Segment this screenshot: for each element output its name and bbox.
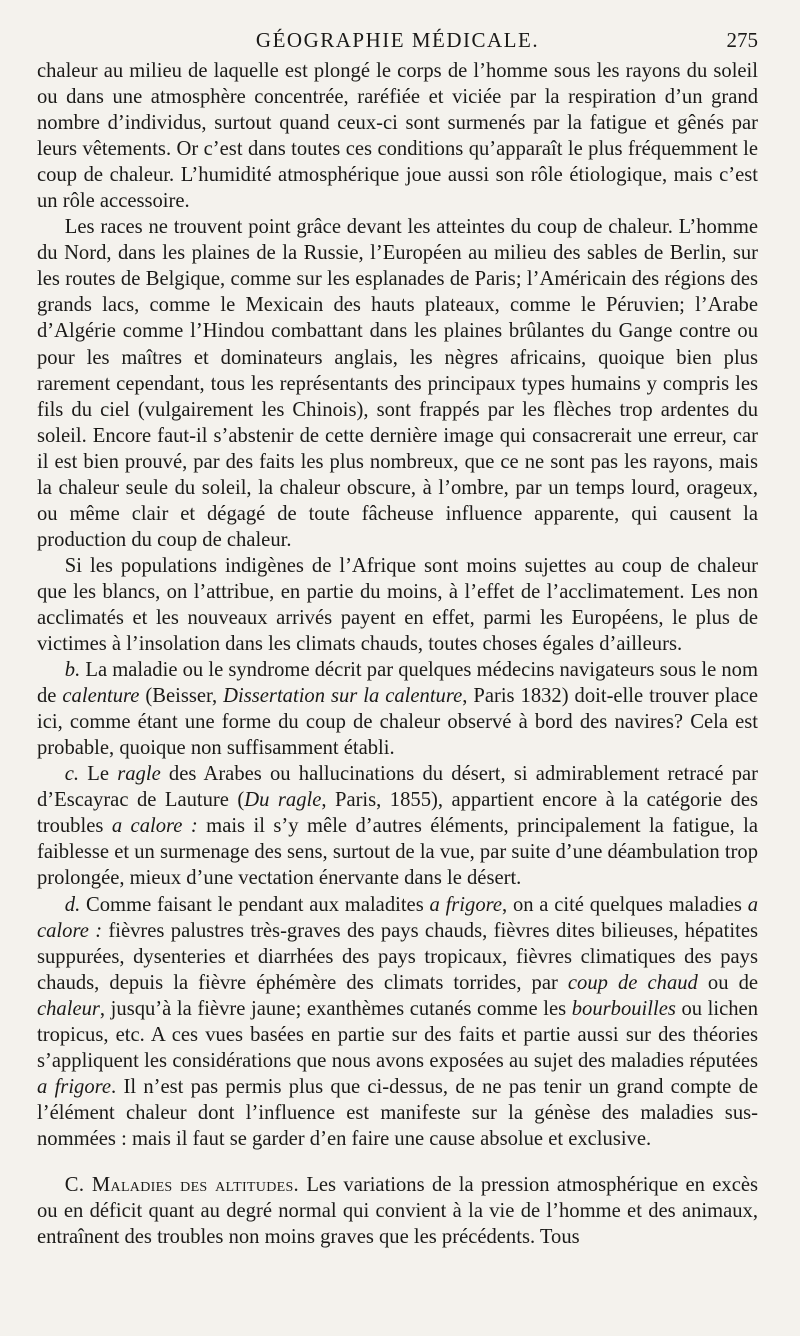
paragraph-c-ragle: c. Le ragle des Arabes ou hallucinations du désert, si admirablement retracé par d’Escayrac de Lauture (Du ragle, Paris, 1855), appartient encore à la catégorie des troubles a calore : mais il s’y mêle d’autres éléments, principalement la fatigue, la faiblesse et un surmenage des sens, surtout de la vue, par suite d’une déambulation trop prolongée, mieux d’une vectation énervante dans le désert.: [37, 763, 758, 890]
paragraph-acclimatement: Si les populations indigènes de l’Afrique sont moins sujettes au coup de chaleur que les blancs, on l’attribue, en partie du moins, à l’effet de l’acclimatement. Les non acclimatés et les nouveaux arrivés payent en effet, parmi les Européens, le plus de victimes à l’insolation dans les climats chauds, toutes choses égales d’ailleurs.: [37, 554, 758, 656]
paragraph-continuation: chaleur au milieu de laquelle est plongé le corps de l’homme sous les rayons du soleil ou dans une atmosphère concentrée, raréfiée et viciée par la respiration d’un grand nombre d’individus, surtout quand ceux-ci sont surmenés par la fatigue et gênés par leurs vêtements. Or c’est dans toutes ces conditions qu’apparaît le plus fréquemment le coup de chaleur. L’humidité atmosphérique joue aussi son rôle étiologique, mais c’est un rôle accessoire.: [37, 60, 758, 213]
page-number: 275: [726, 28, 758, 52]
paragraph-section-altitudes: C. Maladies des altitudes. Les variations de la pression atmosphérique en excès ou en déficit quant au degré normal qui convient à la vie de l’homme et des animaux, entraînent des troubles non moins graves que les précédents. Tous: [37, 1173, 759, 1249]
running-head: [37, 24, 758, 58]
item-label-d: d.: [64, 893, 81, 916]
body-text: [37, 58, 758, 1250]
running-title: GÉOGRAPHIE MÉDICALE.: [255, 28, 540, 52]
section-heading: C. Maladies des altitudes.: [64, 1173, 299, 1196]
item-label-c: c.: [64, 763, 80, 786]
paragraph-b-calenture: b. La maladie ou le syndrome décrit par quelques médecins navigateurs sous le nom de calenture (Beisser, Dissertation sur la calenture, Paris 1832) doit-elle trouver place ici, comme étant une forme du coup de chaleur observé à bord des navires? Cela est probable, quoique non suffisamment établi.: [37, 659, 758, 760]
item-label-b: b.: [64, 659, 81, 682]
paragraph-d-maladies-a-calore: d. Comme faisant le pendant aux maladites a frigore, on a cité quelques maladies a calore : fièvres palustres très-graves des pays chauds, fièvres dites bilieuses, hépatites suppurées, dysenteries et diarrhées des pays tropicaux, fièvres climatiques des pays chauds, depuis la fièvre éphémère des climats torrides, par coup de chaud ou de chaleur, jusqu’à la fièvre jaune; exanthèmes cutanés comme les bourbouilles ou lichen tropicus, etc. A ces vues basées en partie sur des faits et partie aussi sur des théories s’appliquent les considérations que nous avons exposées au sujet des maladies réputées a frigore. Il n’est pas permis plus que ci-dessus, de ne pas tenir un grand compte de l’élément chaleur dont l’influence est manifeste sur la génèse des maladies sus-nommées : mais il faut se garder d’en faire une cause absolue et exclusive.: [37, 893, 759, 1150]
paragraph-races: Les races ne trouvent point grâce devant les atteintes du coup de chaleur. L’homme du Nord, dans les plaines de la Russie, l’Européen au milieu des sables de Berlin, sur les routes de Belgique, comme sur les esplanades de Paris; l’Américain des régions des grands lacs, comme le Mexicain des hauts plateaux, comme le Péruvien; l’Arabe d’Algérie comme l’Hindou combattant dans les plaines brûlantes du Gange contre ou pour les maîtres et dominateurs anglais, les nègres africains, quoique bien plus rarement cependant, tous les représentants des principaux types humains y compris les fils du ciel (vulgairement les Chinois), sont frappés par les flèches trop ardentes du soleil. Encore faut-il s’abstenir de cette dernière image qui consacrerait une erreur, car il est bien prouvé, par des faits les plus nombreux, que ce ne sont pas les rayons, mais la chaleur seule du soleil, la chaleur obscure, à l’ombre, par un temps lourd, orageux, ou même clair et dégagé de toute fâcheuse influence apparente, qui causent la production du coup de chaleur.: [37, 216, 758, 551]
